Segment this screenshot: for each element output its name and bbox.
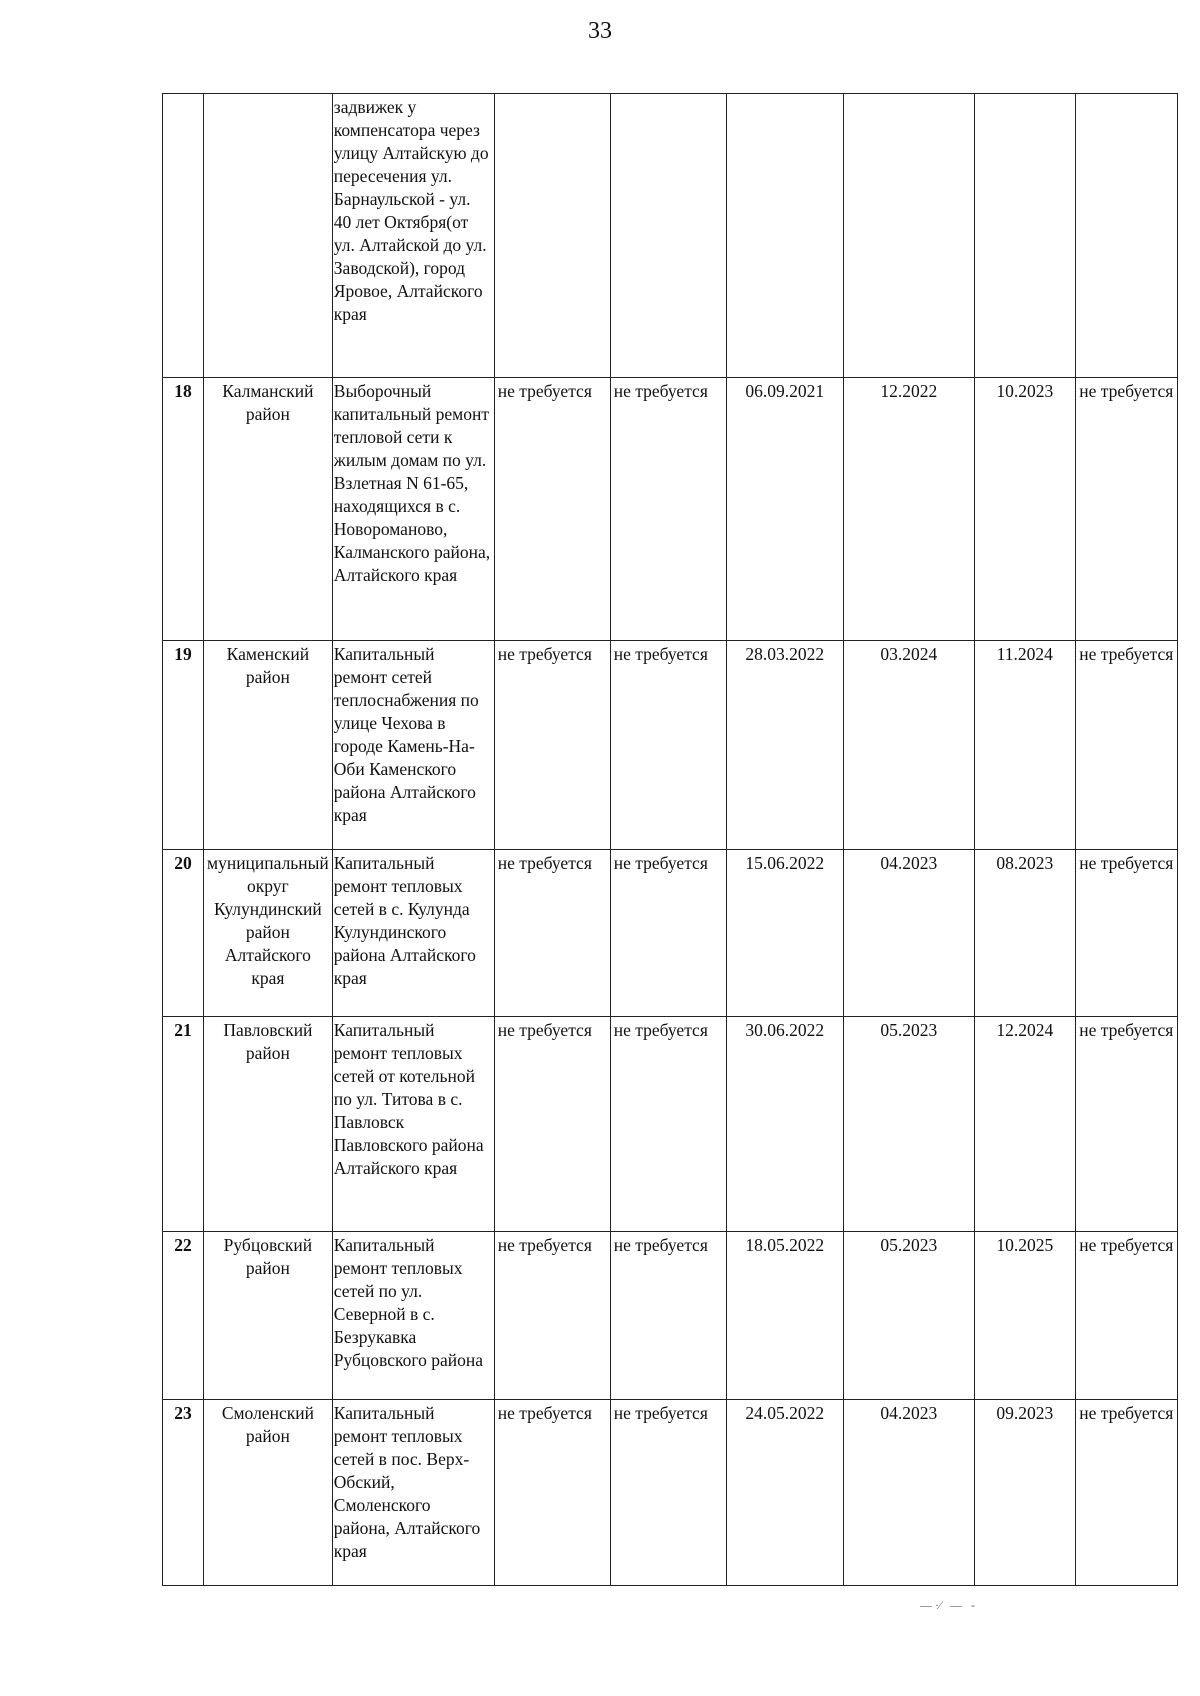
requirement-2: не требуется <box>610 1017 726 1232</box>
district-name <box>204 94 333 378</box>
requirement-1: не требуется <box>494 378 610 641</box>
requirement-3: не требуется <box>1075 1400 1177 1586</box>
row-number <box>163 94 204 378</box>
row-number: 19 <box>163 641 204 850</box>
date-end <box>974 94 1075 378</box>
table-row <box>163 1400 1178 1586</box>
requirement-3: не требуется <box>1075 850 1177 1017</box>
table-row <box>163 94 1178 378</box>
requirement-1: не требуется <box>494 1232 610 1400</box>
requirement-3: не требуется <box>1075 1232 1177 1400</box>
date-approval <box>726 94 843 378</box>
requirement-1: не требуется <box>494 1017 610 1232</box>
row-number: 21 <box>163 1017 204 1232</box>
work-description: Выборочный капитальный ремонт тепловой сети к жилым домам по ул. Взлетная N 61-65, находящихся в с. Новороманово, Калманского района, Алтайского края <box>332 378 494 641</box>
work-description: Капитальный ремонт тепловых сетей в с. Кулунда Кулундинского района Алтайского края <box>332 850 494 1017</box>
work-description: задвижек у компенсатора через улицу Алтайскую до пересечения ул. Барнаульской - ул. 40 лет Октября(от ул. Алтайской до ул. Заводской), город Яровое, Алтайского края <box>332 94 494 378</box>
requirement-3 <box>1075 94 1177 378</box>
requirement-2: не требуется <box>610 1400 726 1586</box>
requirement-2: не требуется <box>610 641 726 850</box>
district-name: муниципальный округ Кулундинский район Алтайского края <box>204 850 333 1017</box>
district-name: Рубцовский район <box>204 1232 333 1400</box>
row-number: 20 <box>163 850 204 1017</box>
table-row <box>163 850 1178 1017</box>
requirement-1 <box>494 94 610 378</box>
date-approval: 28.03.2022 <box>726 641 843 850</box>
date-end: 08.2023 <box>974 850 1075 1017</box>
district-name: Смоленский район <box>204 1400 333 1586</box>
work-description: Капитальный ремонт тепловых сетей от котельной по ул. Титова в с. Павловск Павловского района Алтайского края <box>332 1017 494 1232</box>
date-start: 04.2023 <box>843 1400 974 1586</box>
projects-table <box>162 93 1178 1586</box>
date-approval: 18.05.2022 <box>726 1232 843 1400</box>
work-description: Капитальный ремонт сетей теплоснабжения по улице Чехова в городе Камень-На-Оби Каменского района Алтайского края <box>332 641 494 850</box>
district-name: Калманский район <box>204 378 333 641</box>
requirement-3: не требуется <box>1075 641 1177 850</box>
date-start: 04.2023 <box>843 850 974 1017</box>
table-row <box>163 1017 1178 1232</box>
requirement-2: не требуется <box>610 378 726 641</box>
work-description: Капитальный ремонт тепловых сетей по ул. Северной в с. Безрукавка Рубцовского района <box>332 1232 494 1400</box>
date-end: 10.2025 <box>974 1232 1075 1400</box>
table-row <box>163 378 1178 641</box>
scan-specks: — ·⁄ — ‐ <box>920 1598 975 1612</box>
requirement-3: не требуется <box>1075 378 1177 641</box>
row-number: 22 <box>163 1232 204 1400</box>
date-start: 03.2024 <box>843 641 974 850</box>
date-end: 10.2023 <box>974 378 1075 641</box>
requirement-2 <box>610 94 726 378</box>
date-approval: 30.06.2022 <box>726 1017 843 1232</box>
district-name: Павловский район <box>204 1017 333 1232</box>
work-description: Капитальный ремонт тепловых сетей в пос. Верх-Обский, Смоленского района, Алтайского края <box>332 1400 494 1586</box>
date-end: 09.2023 <box>974 1400 1075 1586</box>
date-approval: 24.05.2022 <box>726 1400 843 1586</box>
date-start: 05.2023 <box>843 1232 974 1400</box>
date-start: 05.2023 <box>843 1017 974 1232</box>
date-end: 11.2024 <box>974 641 1075 850</box>
row-number: 23 <box>163 1400 204 1586</box>
requirement-1: не требуется <box>494 1400 610 1586</box>
requirement-2: не требуется <box>610 1232 726 1400</box>
table-row <box>163 641 1178 850</box>
date-start <box>843 94 974 378</box>
date-approval: 15.06.2022 <box>726 850 843 1017</box>
requirement-3: не требуется <box>1075 1017 1177 1232</box>
date-approval: 06.09.2021 <box>726 378 843 641</box>
page-number: 33 <box>588 18 612 44</box>
district-name: Каменский район <box>204 641 333 850</box>
requirement-1: не требуется <box>494 850 610 1017</box>
requirement-2: не требуется <box>610 850 726 1017</box>
table-row <box>163 1232 1178 1400</box>
row-number: 18 <box>163 378 204 641</box>
requirement-1: не требуется <box>494 641 610 850</box>
date-end: 12.2024 <box>974 1017 1075 1232</box>
date-start: 12.2022 <box>843 378 974 641</box>
